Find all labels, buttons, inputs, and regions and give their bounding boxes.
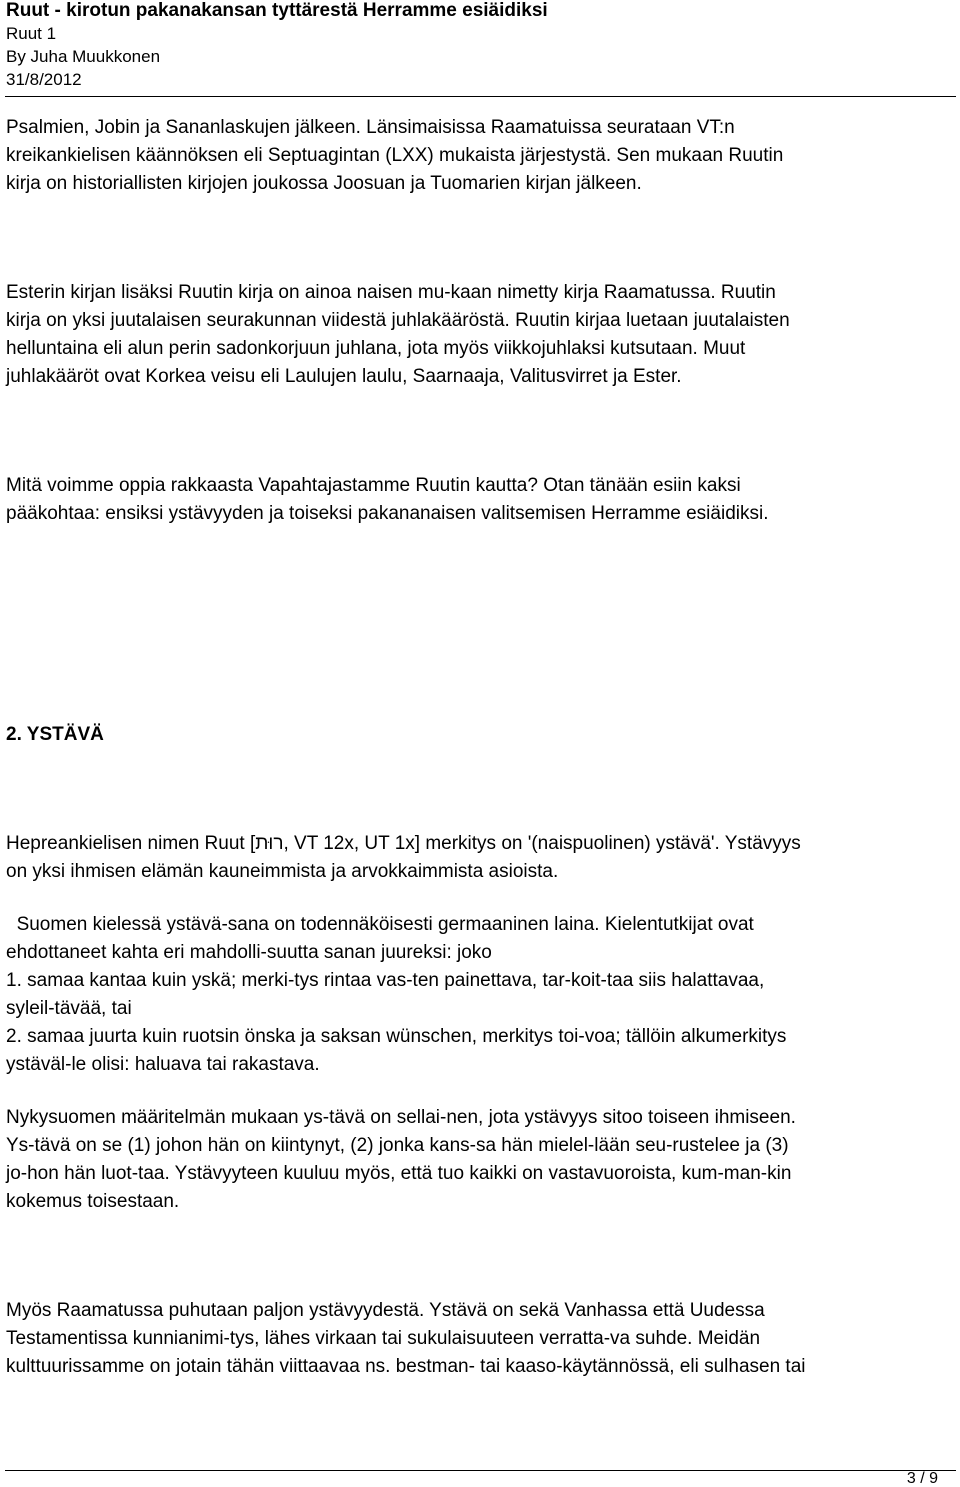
page-number: 3 / 9 bbox=[906, 1470, 938, 1487]
spacer bbox=[6, 1216, 954, 1297]
document-body bbox=[6, 114, 954, 1381]
document-author: By Juha Muukkonen bbox=[6, 47, 161, 66]
paragraph-festival-scrolls: Esterin kirjan lisäksi Ruutin kirja on ainoa naisen mu-kaan nimetty kirja Raamatussa. Ruutin kirja on yksi juutalaisen seurakunnan viidestä juhlakääröstä. Ruutin kirjaa luetaan juutalaisten helluntaina eli alun perin sadonkorjuun juhlana, jota myös viikkojuhlaksi kutsutaan. Muut juhlakääröt ovat Korkea veisu eli Laulujen laulu, Saarnaaja, Valitusvirret ja Ester. bbox=[6, 282, 790, 387]
paragraph-definition: Nykysuomen määritelmän mukaan ys-tävä on sellai-nen, jota ystävyys sitoo toiseen ihmiseen. Ys-tävä on se (1) johon hän on kiintynyt, (2) jonka kans-sa hän mielel-lään seu-rustelee ja (3) jo-hon hän luot-taa. Ystävyyteen kuuluu myös, että tuo kaikki on vastavuoroista, kum-man-kin kokemus toisestaan. bbox=[6, 1107, 796, 1212]
spacer bbox=[6, 886, 954, 911]
paragraph-bible-friendship: Myös Raamatussa puhutaan paljon ystävyydestä. Ystävä on sekä Vanhassa että Uudessa Testamentissa kunnianimi-tys, lähes virkaan tai sukulaisuuteen verratta-va suhde. Meidän kulttuurissamme on jotain tähän viittaavaa ns. bestman- tai kaaso-käytännössä, eli sulhasen tai bbox=[6, 1300, 806, 1377]
document-title: Ruut - kirotun pakanakansan tyttärestä Herramme esiäidiksi bbox=[6, 0, 548, 21]
paragraph-book-order: Psalmien, Jobin ja Sananlaskujen jälkeen. Länsimaisissa Raamatuissa seurataan VT:n kreikankielisen käännöksen eli Septuagintan (LXX) mukaista järjestystä. Sen mukaan Ruutin kirja on historiallisten kirjojen joukossa Joosuan ja Tuomarien kirjan jälkeen. bbox=[6, 117, 784, 194]
paragraph-main-points: Mitä voimme oppia rakkaasta Vapahtajastamme Ruutin kautta? Otan tänään esiin kaksi pääkohtaa: ensiksi ystävyyden ja toiseksi pakananaisen valitsemisen Herramme esiäidiksi. bbox=[6, 475, 769, 524]
footer-divider bbox=[5, 1470, 956, 1471]
spacer bbox=[6, 749, 954, 830]
document-date: 31/8/2012 bbox=[6, 70, 82, 89]
spacer bbox=[6, 1079, 954, 1104]
section-heading: 2. YSTÄVÄ bbox=[6, 724, 104, 745]
spacer bbox=[6, 528, 954, 721]
spacer bbox=[6, 198, 954, 279]
document-header bbox=[6, 0, 954, 91]
paragraph-etymology: Suomen kielessä ystävä-sana on todennäköisesti germaaninen laina. Kielentutkijat ovat ehdottaneet kahta eri mahdolli-suutta sanan juureksi: joko 1. samaa kantaa kuin yskä; merki-tys rintaa vas-ten painettava, tar-koit-taa siis halattavaa, syleil-tävää, tai 2. samaa juurta kuin ruotsin önska ja saksan wünschen, merkitys toi-voa; tällöin alkumerkitys ystäväl-le olisi: haluava tai rakastava. bbox=[6, 914, 787, 1075]
document-subtitle: Ruut 1 bbox=[6, 24, 57, 43]
header-divider bbox=[5, 96, 956, 97]
paragraph-name-meaning: Hepreankielisen nimen Ruut [רוּת, VT 12x, UT 1x] merkitys on '(naispuolinen) ystävä'. Ystävyys on yksi ihmisen elämän kauneimmista ja arvokkaimmista asioista. bbox=[6, 833, 801, 882]
spacer bbox=[6, 391, 954, 472]
